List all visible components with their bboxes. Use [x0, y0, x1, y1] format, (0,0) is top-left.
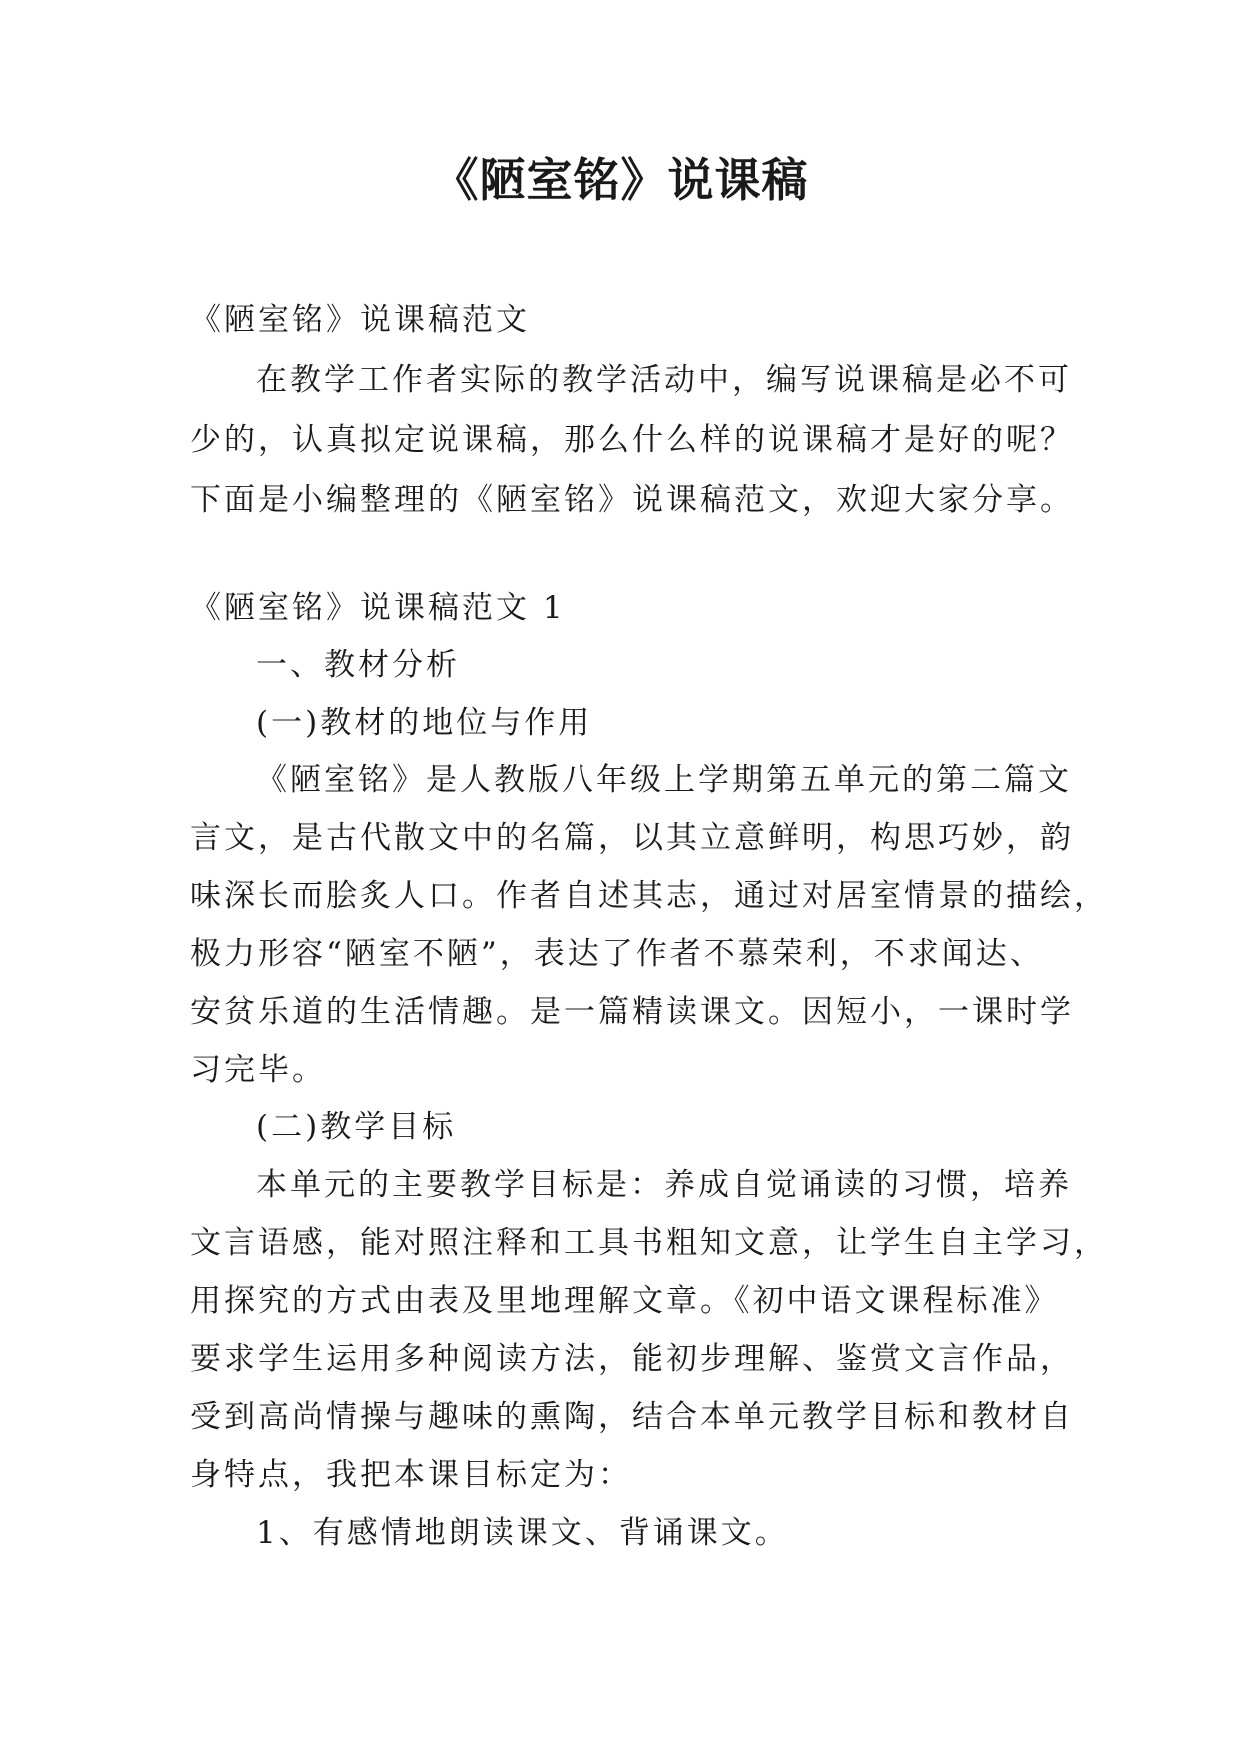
paragraph-line: 极力形容“陋室不陋”，表达了作者不慕荣利，不求闻达、 — [190, 936, 1044, 972]
paragraph-line: 味深长而脍炙人口。作者自述其志，通过对居室情景的描绘， — [190, 878, 1108, 914]
paragraph-line: 文言语感，能对照注释和工具书粗知文意，让学生自主学习， — [190, 1225, 1108, 1261]
paragraph-line: 身特点，我把本课目标定为： — [190, 1457, 632, 1493]
paragraph-line: 本单元的主要教学目标是：养成自觉诵读的习惯，培养 — [256, 1167, 1072, 1203]
subtitle-line: 《陋室铭》说课稿范文 — [190, 302, 530, 338]
paragraph-line: 用探究的方式由表及里地理解文章。《初中语文课程标准》 — [190, 1283, 1059, 1319]
list-item: 1、有感情地朗读课文、背诵课文。 — [256, 1515, 789, 1551]
paragraph-line: 《陋室铭》是人教版八年级上学期第五单元的第二篇文 — [256, 762, 1072, 798]
section-heading: 《陋室铭》说课稿范文 1 — [190, 590, 566, 626]
paragraph-line: 在教学工作者实际的教学活动中，编写说课稿是必不可 — [256, 362, 1072, 398]
section-heading: (二)教学目标 — [256, 1109, 457, 1145]
paragraph-line: 言文，是古代散文中的名篇，以其立意鲜明，构思巧妙，韵 — [190, 820, 1074, 856]
paragraph-line: 安贫乐道的生活情趣。是一篇精读课文。因短小，一课时学 — [190, 994, 1074, 1030]
paragraph-line: 受到高尚情操与趣味的熏陶，结合本单元教学目标和教材自 — [190, 1399, 1074, 1435]
paragraph-line: 要求学生运用多种阅读方法，能初步理解、鉴赏文言作品， — [190, 1341, 1074, 1377]
section-heading: 一、教材分析 — [256, 647, 460, 683]
section-heading: (一)教材的地位与作用 — [256, 705, 593, 741]
paragraph-line: 少的，认真拟定说课稿，那么什么样的说课稿才是好的呢？ — [190, 422, 1074, 458]
page-title: 《陋室铭》说课稿 — [432, 153, 809, 207]
paragraph-line: 下面是小编整理的《陋室铭》说课稿范文，欢迎大家分享。 — [190, 482, 1074, 518]
paragraph-line: 习完毕。 — [190, 1052, 326, 1088]
